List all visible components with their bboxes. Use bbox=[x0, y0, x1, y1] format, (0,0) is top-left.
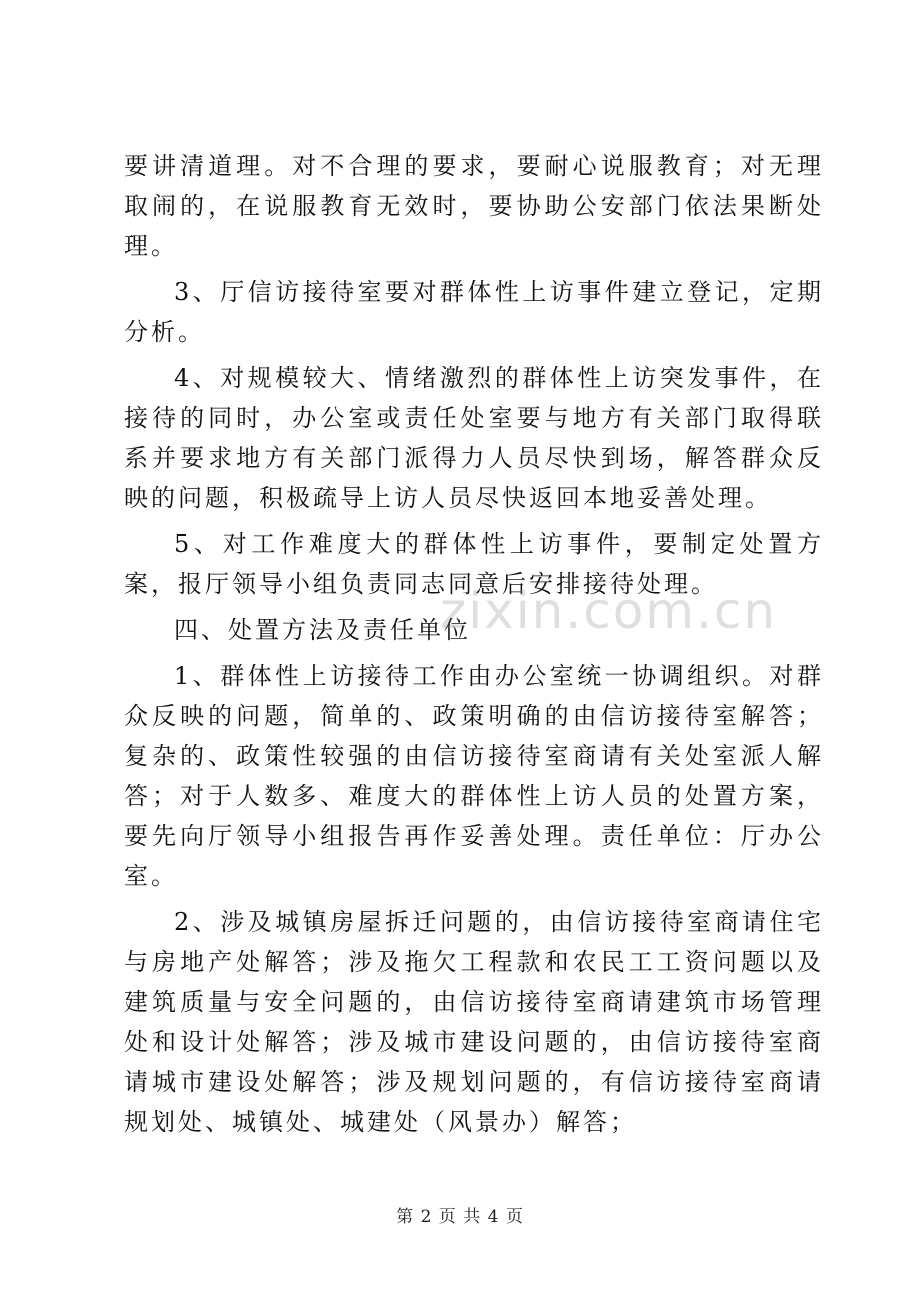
paragraph-item-3: 3、厅信访接待室要对群体性上访事件建立登记，定期分析。 bbox=[124, 278, 824, 346]
watermark: zixin.com.cn bbox=[440, 582, 778, 640]
paragraph-item-4: 4、对规模较大、情绪激烈的群体性上访突发事件，在接待的同时，办公室或责任处室要与地方有关部门取得联系并要求地方有关部门派得力人员尽快到场，解答群众反映的问题，积极疏导上访人员尽快返回本地妥善处理。 bbox=[124, 364, 824, 512]
paragraph-method-1: 1、群体性上访接待工作由办公室统一协调组织。对群众反映的问题，简单的、政策明确的由信访接待室解答；复杂的、政策性较强的由信访接待室商请有关处室派人解答；对于人数多、难度大的群体性上访人员的处置方案，要先向厅领导小组报告再作妥善处理。责任单位：厅办公室。 bbox=[124, 662, 824, 890]
paragraph-method-2: 2、涉及城镇房屋拆迁问题的，由信访接待室商请住宅与房地产处解答；涉及拖欠工程款和农民工工资问题以及建筑质量与安全问题的，由信访接待室商请建筑市场管理处和设计处解答；涉及城市建设问题的，由信访接待室商请城市建设处解答；涉及规划问题的，有信访接待室商请规划处、城镇处、城建处（风景办）解答； bbox=[124, 908, 824, 1136]
section-heading: 四、处置方法及责任单位 bbox=[174, 616, 471, 644]
paragraph-continuation: 要讲清道理。对不合理的要求，要耐心说服教育；对无理取闹的，在说服教育无效时，要协助公安部门依法果断处理。 bbox=[124, 152, 824, 260]
document-body bbox=[124, 146, 824, 1142]
page-footer: 第 2 页 共 4 页 bbox=[396, 1207, 524, 1227]
paragraph-item-5: 5、对工作难度大的群体性上访事件，要制定处置方案，报厅领导小组负责同志同意后安排接待处理。 bbox=[124, 530, 824, 598]
